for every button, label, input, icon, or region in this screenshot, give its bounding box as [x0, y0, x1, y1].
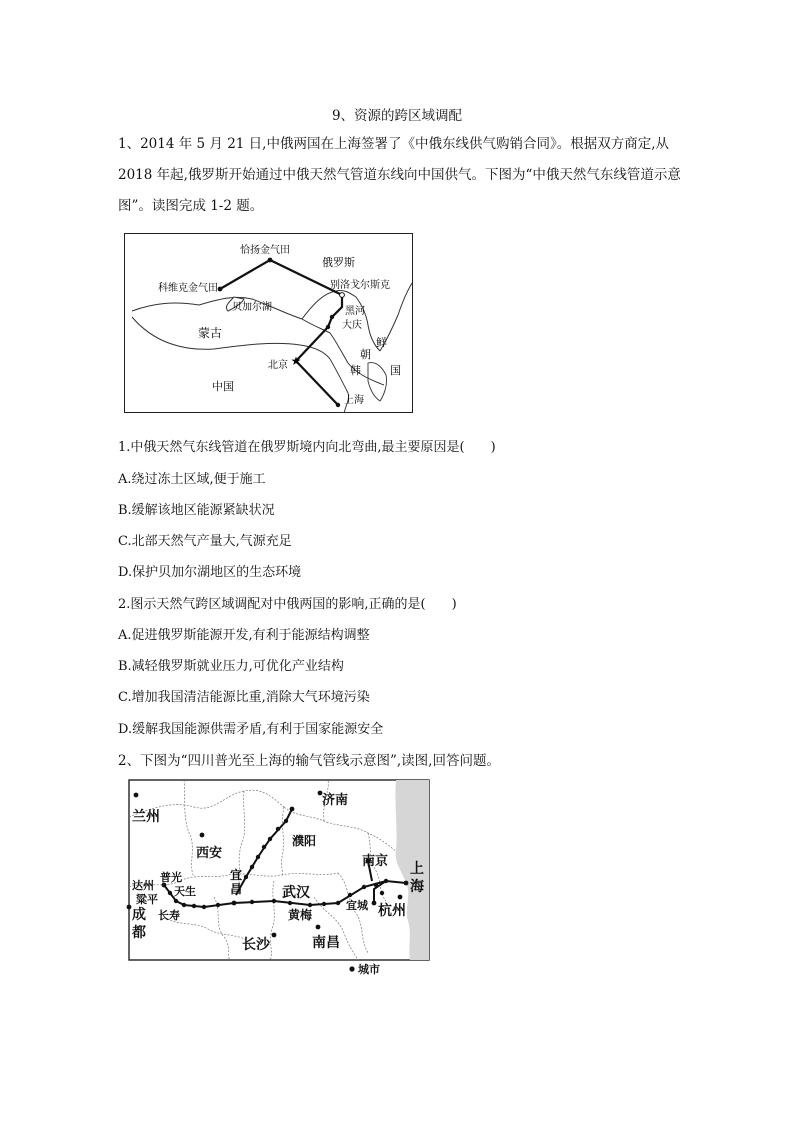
question-1-stem: 1.中俄天然气东线管道在俄罗斯境内向北弯曲,最主要原因是( ) — [118, 440, 496, 455]
city-chayanda-dot — [268, 258, 273, 263]
label-korea-s: 韩 — [350, 364, 361, 377]
city-belogorsk-dot — [340, 293, 345, 298]
question-2-stem: 2.图示天然气跨区域调配对中俄两国的影响,正确的是( ) — [118, 597, 457, 612]
question-2-option-a: A.促进俄罗斯能源开发,有利于能源结构调整 — [118, 628, 370, 643]
question-1-option-c: C.北部天然气产量大,气源充足 — [118, 534, 292, 549]
label-chengdu-1: 成 — [132, 907, 146, 923]
label-liangping: 粱平 — [136, 893, 158, 906]
question-2-option-c: C.增加我国清洁能源比重,消除大气环境污染 — [118, 690, 370, 705]
legend-city-label: 城市 — [358, 963, 380, 975]
label-yichang-1: 宜 — [230, 868, 243, 882]
label-xuancheng: 宜城 — [346, 899, 368, 912]
label-lanzhou: 兰州 — [132, 809, 160, 825]
page-title: 9、资源的跨区域调配 — [331, 108, 463, 124]
question-2-option-d: D.缓解我国能源供需矛盾,有利于国家能源安全 — [118, 722, 384, 737]
question-1-option-d: D.保护贝加尔湖地区的生态环境 — [118, 565, 302, 580]
label-russia: 俄罗斯 — [322, 256, 355, 269]
label-shanghai-1: 上 — [410, 861, 424, 877]
star-icon: ★ — [290, 354, 302, 368]
label-nanjing: 南京 — [362, 854, 389, 869]
label-chayanda: 恰扬金气田 — [240, 245, 290, 256]
label-huangmei: 黄梅 — [288, 908, 313, 922]
question-3-intro: 2、下图为“四川普光至上海的输气管线示意图”,读图,回答问题。 — [118, 753, 500, 769]
label-wuhan: 武汉 — [282, 885, 310, 901]
label-china: 中国 — [212, 380, 234, 393]
label-nanchang: 南昌 — [312, 935, 340, 951]
city-daqing-dot — [326, 325, 330, 329]
label-korea-s2: 国 — [390, 364, 401, 377]
label-daqing: 大庆 — [342, 320, 362, 331]
label-jinan: 济南 — [322, 793, 349, 808]
question-1-option-a: A.绕过冻土区域,便于施工 — [118, 472, 266, 487]
label-puyang: 濮阳 — [292, 834, 317, 848]
city-kovykta-dot — [218, 287, 223, 292]
label-heihe: 黑河 — [345, 306, 365, 317]
label-baikal: 贝加尔湖 — [232, 302, 272, 313]
label-kovykta: 科维克金气田 — [158, 283, 218, 294]
city-shanghai-dot — [336, 403, 340, 407]
label-dazhou: 达州 — [132, 879, 154, 892]
map-puguang-shanghai-pipeline — [124, 777, 430, 975]
label-hangzhou: 杭州 — [378, 903, 406, 919]
label-puguang: 普光 — [160, 871, 182, 884]
label-korea-n1: 朝 — [360, 348, 371, 361]
label-belogorsk: 别洛戈尔斯克 — [330, 280, 390, 291]
question-2-option-b: B.减轻俄罗斯就业压力,可优化产业结构 — [118, 659, 344, 674]
label-korea-n2: 鲜 — [376, 336, 387, 349]
label-chengdu-2: 都 — [132, 925, 146, 941]
label-shanghai-2: 海 — [410, 879, 424, 895]
label-xian: 西安 — [196, 846, 223, 861]
question-1-option-b: B.缓解该地区能源紧缺状况 — [118, 503, 275, 518]
question-1-intro: 1、2014 年 5 月 21 日,中俄两国在上海签署了《中俄东线供气购销合同》。根据双方商定,从 2018 年起,俄罗斯开始通过中俄天然气管道东线向中国供气。下图为“中俄天然气东线管道示意图”。读图完成 1-2 题。 — [118, 136, 681, 214]
label-yichang-2: 昌 — [230, 882, 243, 896]
label-tiansheng: 天生 — [174, 885, 196, 898]
label-changshou: 长寿 — [158, 909, 180, 922]
city-heihe-dot — [330, 315, 334, 319]
label-mongolia: 蒙古 — [198, 326, 223, 340]
label-changsha: 长沙 — [242, 937, 270, 953]
label-shanghai: 上海 — [344, 395, 364, 406]
label-beijing: 北京 — [268, 360, 288, 371]
map-sino-russian-pipeline — [124, 233, 413, 413]
